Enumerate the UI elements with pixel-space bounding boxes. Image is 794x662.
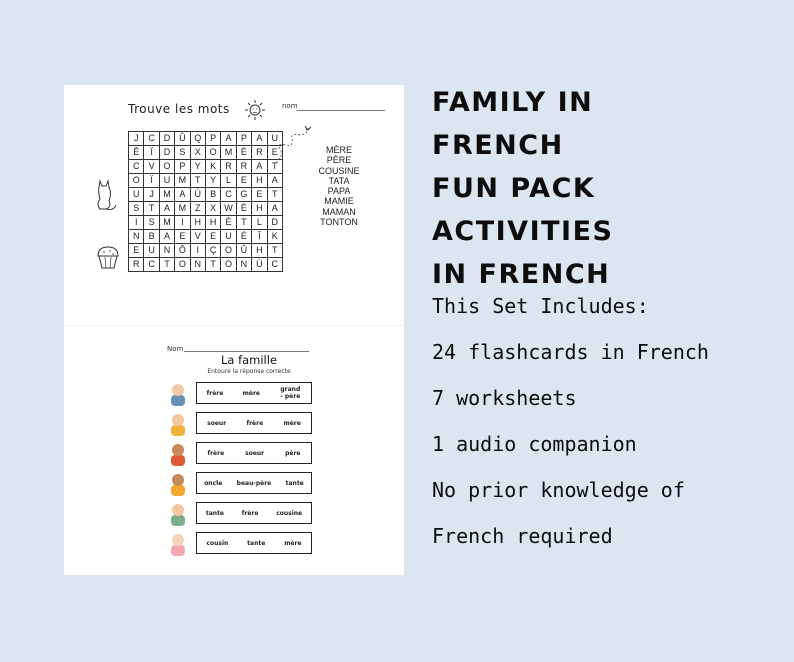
grid-row: [129, 202, 283, 216]
grid-cell: A: [159, 230, 174, 244]
girl-avatar: [165, 410, 191, 436]
grid-cell: E: [175, 230, 190, 244]
grid-cell: Ù: [252, 258, 267, 272]
grid-cell: È: [221, 216, 236, 230]
grid-cell: T: [236, 216, 251, 230]
grid-cell: T: [267, 188, 282, 202]
grid-cell: U: [144, 244, 159, 258]
grid-cell: O: [159, 160, 174, 174]
grid-cell: P: [205, 132, 220, 146]
boy-avatar: [165, 440, 191, 466]
answer-choice[interactable]: soeur: [245, 449, 265, 457]
grid-cell: X: [205, 202, 220, 216]
grid-row: [129, 216, 283, 230]
grid-cell: V: [144, 160, 159, 174]
grid-cell: B: [144, 230, 159, 244]
answer-choice[interactable]: mère: [283, 419, 301, 427]
nom-label: nom: [282, 102, 298, 110]
answer-choices: [196, 382, 312, 404]
famille-title: La famille: [220, 353, 278, 367]
grid-row: [129, 146, 283, 160]
grid-cell: T: [205, 258, 220, 272]
grid-cell: R: [236, 160, 251, 174]
grid-cell: O: [205, 146, 220, 160]
grid-cell: T: [144, 202, 159, 216]
answer-choice[interactable]: frère: [241, 509, 259, 517]
grid-cell: D: [159, 132, 174, 146]
grid-cell: O: [221, 244, 236, 258]
famille-nom-label: Nom: [167, 345, 184, 353]
grid-cell: C: [144, 132, 159, 146]
man-avatar: [165, 470, 191, 496]
answer-choice[interactable]: frère: [206, 389, 224, 397]
grid-cell: U: [159, 174, 174, 188]
grid-cell: A: [267, 174, 282, 188]
grid-cell: D: [159, 146, 174, 160]
grid-cell: K: [267, 230, 282, 244]
answer-choice[interactable]: cousin: [206, 539, 229, 547]
grid-cell: Ù: [190, 188, 205, 202]
grid-cell: H: [205, 216, 220, 230]
grid-cell: T: [159, 258, 174, 272]
grid-cell: T: [190, 174, 205, 188]
grid-cell: P: [236, 132, 251, 146]
grid-cell: J: [144, 188, 159, 202]
grid-cell: É: [236, 230, 251, 244]
grid-row: [129, 258, 283, 272]
grid-cell: C: [129, 160, 144, 174]
grid-cell: I: [175, 216, 190, 230]
grid-cell: S: [175, 146, 190, 160]
grid-cell: V: [190, 230, 205, 244]
grid-cell: M: [221, 146, 236, 160]
answer-choice[interactable]: cousine: [276, 509, 303, 517]
page-divider: [64, 325, 404, 326]
answer-choice[interactable]: mère: [242, 389, 260, 397]
word-list-item: COUSINE: [318, 165, 360, 176]
grid-cell: S: [144, 216, 159, 230]
grid-cell: W: [221, 202, 236, 216]
word-list-item: MAMAN: [322, 206, 356, 217]
feature-line: French required: [432, 524, 613, 548]
grid-cell: A: [267, 202, 282, 216]
grid-cell: L: [221, 174, 236, 188]
answer-choices: [196, 442, 312, 464]
grid-cell: Î: [252, 230, 267, 244]
grid-cell: H: [252, 202, 267, 216]
grid-cell: C: [221, 188, 236, 202]
grid-cell: H: [252, 174, 267, 188]
answer-choices: [196, 412, 312, 434]
grid-cell: E: [267, 146, 282, 160]
word-search-grid: [128, 131, 283, 272]
grid-cell: Û: [236, 244, 251, 258]
grid-cell: Q: [190, 132, 205, 146]
grandfather-avatar: [165, 380, 191, 406]
word-search-title: Trouve les mots: [128, 102, 230, 116]
nom-line: [297, 110, 385, 111]
grid-cell: A: [252, 160, 267, 174]
grid-cell: O: [129, 174, 144, 188]
grid-cell: A: [221, 132, 236, 146]
grid-cell: M: [159, 216, 174, 230]
feature-list: [432, 285, 709, 561]
woman-avatar: [165, 500, 191, 526]
grid-cell: Ô: [175, 244, 190, 258]
grid-cell: I: [190, 244, 205, 258]
muffin-doodle-icon: [94, 243, 122, 271]
grid-cell: M: [159, 188, 174, 202]
grid-cell: A: [175, 188, 190, 202]
grid-cell: R: [252, 146, 267, 160]
answer-choice[interactable]: frère: [207, 449, 225, 457]
word-list-item: MAMIE: [324, 196, 354, 207]
grid-cell: Ê: [129, 146, 144, 160]
grid-cell: K: [205, 160, 220, 174]
grid-cell: P: [175, 160, 190, 174]
answer-choice[interactable]: frère: [246, 419, 264, 427]
feature-line: 7 worksheets: [432, 386, 577, 410]
grid-row: [129, 132, 283, 146]
grid-cell: H: [252, 244, 267, 258]
grid-cell: E: [236, 174, 251, 188]
grid-cell: A: [252, 132, 267, 146]
grid-cell: N: [236, 258, 251, 272]
word-list-item: PÈRE: [326, 155, 352, 166]
grid-cell: R: [221, 160, 236, 174]
grid-cell: Ï: [144, 174, 159, 188]
headline-line: FUN PACK: [432, 173, 596, 204]
answer-choices: [196, 502, 312, 524]
grid-cell: Z: [190, 202, 205, 216]
grid-row: [129, 244, 283, 258]
answer-choice[interactable]: tante: [205, 509, 225, 517]
grid-row: [129, 230, 283, 244]
cat-doodle-icon: [92, 177, 118, 213]
headline: [432, 81, 613, 296]
grid-cell: O: [221, 258, 236, 272]
answer-choices: [196, 472, 312, 494]
answer-choice[interactable]: oncle: [204, 479, 223, 487]
grid-cell: X: [190, 146, 205, 160]
famille-nom-line: [184, 351, 309, 352]
answer-choice[interactable]: beau-père: [236, 479, 272, 487]
grid-cell: N: [129, 230, 144, 244]
grid-cell: H: [190, 216, 205, 230]
answer-choice[interactable]: soeur: [207, 419, 227, 427]
grid-cell: M: [175, 174, 190, 188]
sun-icon: [244, 99, 266, 121]
grid-cell: U: [129, 188, 144, 202]
answer-choice[interactable]: tante: [285, 479, 304, 487]
grid-cell: D: [267, 216, 282, 230]
young-woman-avatar: [165, 530, 191, 556]
grid-cell: Y: [190, 160, 205, 174]
grid-cell: E: [252, 188, 267, 202]
grid-cell: B: [205, 188, 220, 202]
feature-line: 1 audio companion: [432, 432, 637, 456]
grid-row: [129, 188, 283, 202]
grid-row: [129, 174, 283, 188]
grid-cell: N: [190, 258, 205, 272]
feature-line: This Set Includes:: [432, 294, 649, 318]
grid-cell: S: [129, 202, 144, 216]
famille-subtitle: Entoure la réponse correcte: [207, 368, 291, 375]
grid-cell: È: [236, 202, 251, 216]
grid-cell: Ç: [205, 244, 220, 258]
grid-cell: L: [252, 216, 267, 230]
grid-cell: O: [175, 258, 190, 272]
headline-line: FRENCH: [432, 130, 564, 161]
word-list-item: PAPA: [327, 186, 351, 197]
word-list-item: TONTON: [320, 217, 358, 228]
grid-cell: Ï: [144, 146, 159, 160]
answer-choices: [196, 532, 312, 554]
worksheet-preview: [64, 85, 404, 575]
feature-line: 24 flashcards in French: [432, 340, 709, 364]
answer-choice[interactable]: grand - père: [280, 386, 301, 400]
grid-cell: N: [159, 244, 174, 258]
grid-cell: Y: [205, 174, 220, 188]
grid-cell: C: [144, 258, 159, 272]
grid-cell: E: [205, 230, 220, 244]
grid-cell: J: [129, 132, 144, 146]
grid-cell: U: [267, 132, 282, 146]
grid-cell: Û: [175, 132, 190, 146]
grid-cell: M: [175, 202, 190, 216]
answer-choice[interactable]: père: [285, 449, 301, 457]
grid-cell: C: [267, 258, 282, 272]
headline-line: FAMILY IN: [432, 87, 594, 118]
grid-cell: U: [221, 230, 236, 244]
grid-cell: T: [267, 244, 282, 258]
answer-choice[interactable]: mère: [284, 539, 302, 547]
answer-choice[interactable]: tante: [247, 539, 266, 547]
word-list: [306, 145, 372, 227]
butterfly-trail-icon: [274, 125, 314, 165]
grid-cell: G: [236, 188, 251, 202]
feature-line: No prior knowledge of: [432, 478, 685, 502]
grid-row: [129, 160, 283, 174]
word-list-item: TATA: [328, 175, 350, 186]
grid-cell: T: [267, 160, 282, 174]
grid-cell: R: [129, 258, 144, 272]
grid-cell: È: [236, 146, 251, 160]
grid-cell: I: [129, 216, 144, 230]
word-list-item: MÈRE: [325, 145, 352, 155]
grid-cell: A: [159, 202, 174, 216]
grid-cell: E: [129, 244, 144, 258]
headline-line: ACTIVITIES: [432, 216, 614, 247]
headline-line: IN FRENCH: [432, 259, 611, 290]
